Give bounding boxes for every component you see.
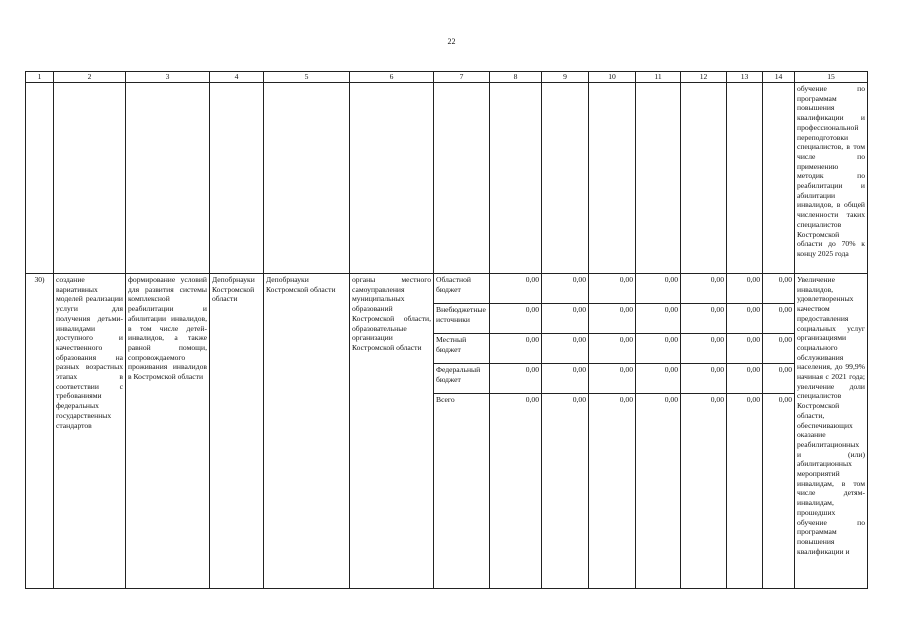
funding-value: 0,00 bbox=[746, 395, 760, 404]
source-label: Федеральный бюджет bbox=[434, 364, 489, 394]
year-column bbox=[636, 274, 681, 589]
column-number: 12 bbox=[681, 72, 727, 83]
co-executor: Депобрнауки Костромской области bbox=[264, 274, 350, 589]
funding-value: 0,00 bbox=[636, 274, 680, 304]
funding-value: 0,00 bbox=[664, 395, 678, 404]
funding-value: 0,00 bbox=[681, 364, 726, 394]
year-column bbox=[542, 274, 589, 589]
funding-value: 0,00 bbox=[636, 304, 680, 334]
funding-value: 0,00 bbox=[589, 274, 635, 304]
funding-value: 0,00 bbox=[681, 334, 726, 364]
funding-value: 0,00 bbox=[490, 274, 541, 304]
funding-sources bbox=[434, 274, 490, 589]
year-column bbox=[589, 274, 636, 589]
funding-value: 0,00 bbox=[619, 395, 633, 404]
funding-value: 0,00 bbox=[490, 334, 541, 364]
column-number: 11 bbox=[636, 72, 681, 83]
funding-value: 0,00 bbox=[778, 395, 792, 404]
column-number: 10 bbox=[589, 72, 636, 83]
expected-result: Увеличение инвалидов, удовлетворенных качеством предоставления социальных услуг организациями социального обслуживания населения, до 99,9% начиная с 2021 года; увеличение доли специалистов Костромской области, обеспечивающих оказание реабилитационных и (или) абилитационных мероприятий инвалидам, в том числе детям-инвалидам, прошедших обучение по программам повышения квалификации и bbox=[795, 274, 868, 589]
page-number: 22 bbox=[447, 37, 456, 46]
year-column bbox=[763, 274, 795, 589]
funding-value: 0,00 bbox=[763, 274, 794, 304]
funding-value: 0,00 bbox=[525, 395, 539, 404]
table-row bbox=[26, 274, 868, 589]
funding-value: 0,00 bbox=[636, 334, 680, 364]
column-number: 9 bbox=[542, 72, 589, 83]
source-label: Всего bbox=[436, 395, 455, 404]
funding-value: 0,00 bbox=[727, 304, 762, 334]
column-number: 6 bbox=[350, 72, 434, 83]
column-number: 3 bbox=[126, 72, 210, 83]
column-number: 4 bbox=[210, 72, 264, 83]
measure-goal: формирование условий для развития системы комплексной реабилитации и абилитации инвалидов, в том числе детей-инвалидов, а также равной помощи, сопровождаемого проживания инвалидов в Костромской области bbox=[126, 274, 210, 589]
source-label: Внебюджетные источники bbox=[434, 304, 489, 334]
column-number: 14 bbox=[763, 72, 795, 83]
responsible-executor: Депобрнауки Костромской области bbox=[210, 274, 264, 589]
funding-value: 0,00 bbox=[727, 364, 762, 394]
continuation-result-text: обучение по программам повышения квалификации и профессиональной переподготовки специалистов, в том числе по применению методик по реабилитации и абилитации инвалидов, в общей численности таких специалистов Костромской области до 70% к концу 2025 года bbox=[795, 83, 868, 274]
funding-value: 0,00 bbox=[763, 304, 794, 334]
year-column bbox=[490, 274, 542, 589]
column-number: 13 bbox=[727, 72, 763, 83]
column-number: 2 bbox=[54, 72, 126, 83]
funding-value: 0,00 bbox=[727, 334, 762, 364]
funding-value: 0,00 bbox=[727, 274, 762, 304]
funding-value: 0,00 bbox=[542, 304, 588, 334]
funding-value: 0,00 bbox=[572, 395, 586, 404]
funding-value: 0,00 bbox=[763, 364, 794, 394]
funding-value: 0,00 bbox=[681, 304, 726, 334]
source-label: Местный бюджет bbox=[434, 334, 489, 364]
funding-value: 0,00 bbox=[710, 395, 724, 404]
participants: органы местного самоуправления муниципальных образований Костромской области, образовательные организации Костромской области bbox=[350, 274, 434, 589]
funding-value: 0,00 bbox=[490, 364, 541, 394]
column-number: 5 bbox=[264, 72, 350, 83]
row-index: 30) bbox=[26, 274, 54, 589]
column-number: 7 bbox=[434, 72, 490, 83]
funding-value: 0,00 bbox=[589, 304, 635, 334]
funding-value: 0,00 bbox=[490, 304, 541, 334]
funding-value: 0,00 bbox=[636, 364, 680, 394]
funding-value: 0,00 bbox=[763, 334, 794, 364]
funding-value: 0,00 bbox=[542, 334, 588, 364]
program-table bbox=[25, 71, 868, 589]
column-number: 1 bbox=[26, 72, 54, 83]
funding-value: 0,00 bbox=[589, 364, 635, 394]
funding-value: 0,00 bbox=[542, 274, 588, 304]
funding-value: 0,00 bbox=[589, 334, 635, 364]
year-column bbox=[681, 274, 727, 589]
column-number: 8 bbox=[490, 72, 542, 83]
funding-value: 0,00 bbox=[681, 274, 726, 304]
continuation-row bbox=[26, 83, 868, 274]
measure-name: создание вариативных моделей реализации услуги для получения детьми-инвалидами доступного и качественного образования на разных возрастных этапах в соответствии с требованиями федеральных государственных стандартов bbox=[54, 274, 126, 589]
funding-value: 0,00 bbox=[542, 364, 588, 394]
column-number: 15 bbox=[795, 72, 868, 83]
column-number-row bbox=[26, 72, 868, 83]
source-label: Областной бюджет bbox=[434, 274, 489, 304]
year-column bbox=[727, 274, 763, 589]
